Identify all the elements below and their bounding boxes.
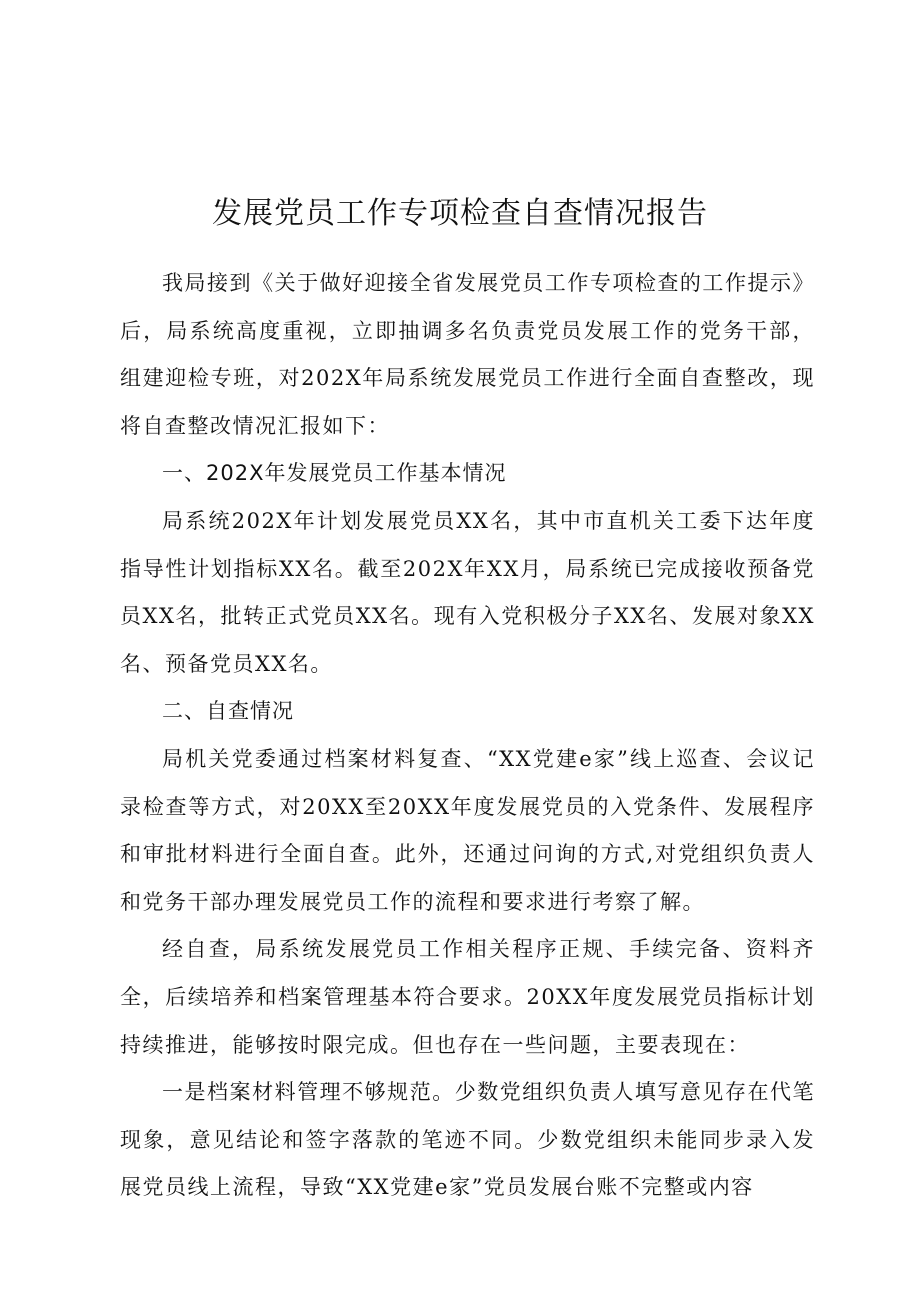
document-title: 发展党员工作专项检查自查情况报告 (212, 196, 708, 232)
section-1-heading: 一、202X年发展党员工作基本情况 (162, 461, 507, 486)
section-2-paragraph-2: 经自查，局系统发展党员工作相关程序正规、手续完备、资料齐全，后续培养和档案管理基本符合要求。20XX年度发展党员指标计划持续推进，能够按时限完成。但也存在一些问题，主要表现在： (120, 937, 815, 1057)
section-1-paragraph: 局系统202X年计划发展党员XX名，其中市直机关工委下达年度指导性计划指标XX名。截至202X年XX月，局系统已完成接收预备党员XX名，批转正式党员XX名。现有入党积极分子XX名、发展对象XX名、预备党员XX名。 (120, 508, 815, 676)
section-2-paragraph-1: 局机关党委通过档案材料复查、“XX党建e家”线上巡查、会议记录检查等方式，对20XX至20XX年度发展党员的入党条件、发展程序和审批材料进行全面自查。此外，还通过问询的方式,对党组织负责人和党务干部办理发展党员工作的流程和要求进行考察了解。 (120, 746, 815, 914)
intro-paragraph: 我局接到《关于做好迎接全省发展党员工作专项检查的工作提示》后，局系统高度重视，立即抽调多名负责党员发展工作的党务干部，组建迎检专班，对202X年局系统发展党员工作进行全面自查整改，现将自查整改情况汇报如下： (120, 271, 815, 438)
section-2-heading: 二、自查情况 (162, 699, 294, 724)
document-body (120, 260, 815, 1212)
section-2-paragraph-3: 一是档案材料管理不够规范。少数党组织负责人填写意见存在代笔现象，意见结论和签字落款的笔迹不同。少数党组织未能同步录入发展党员线上流程，导致“XX党建e家”党员发展台账不完整或内容 (120, 1080, 815, 1200)
